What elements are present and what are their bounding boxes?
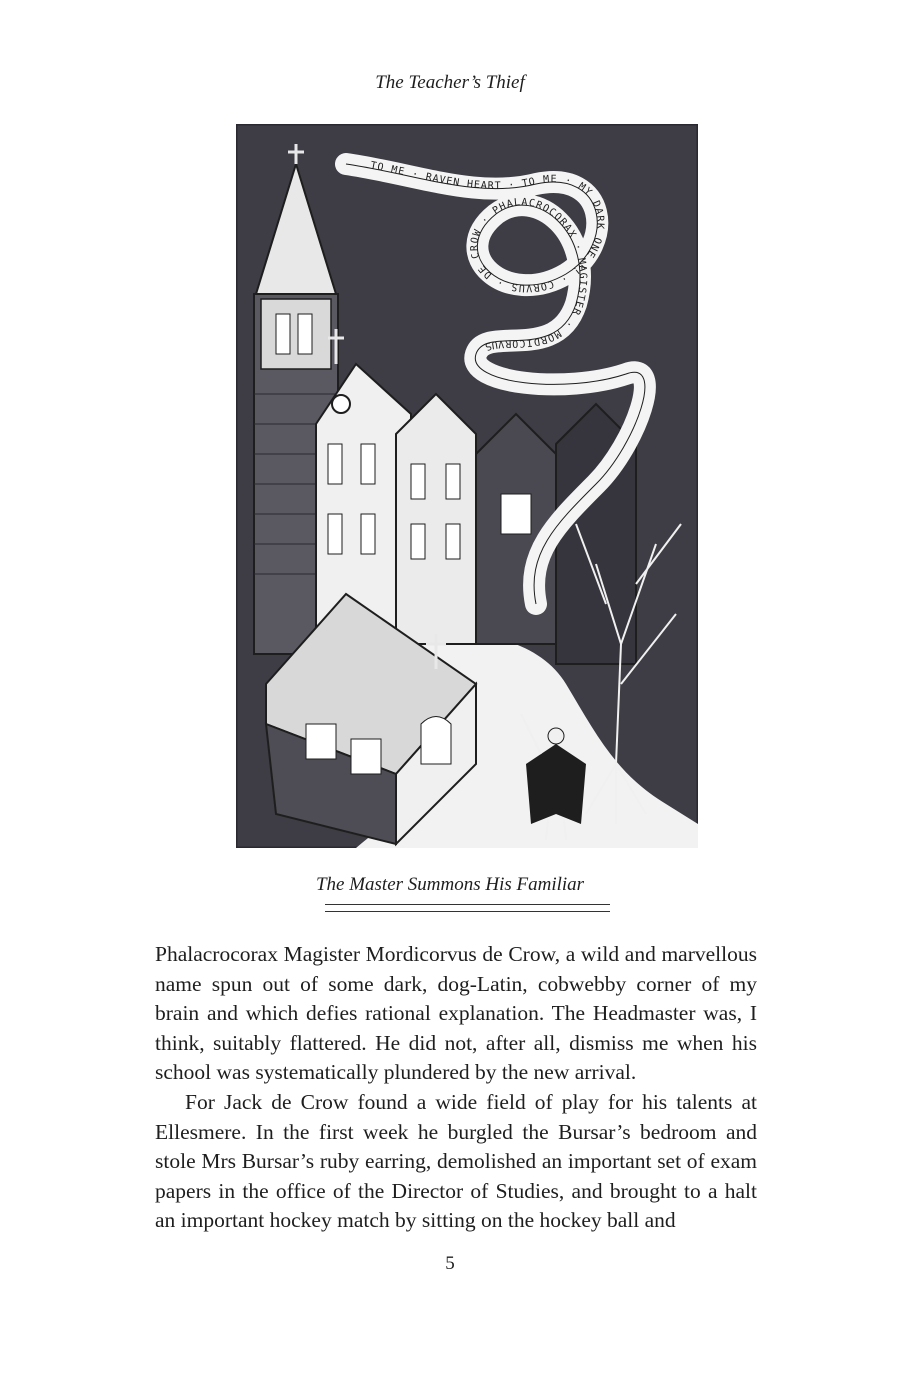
body-text — [155, 940, 757, 1236]
paragraph: For Jack de Crow found a wide field of play for his talents at Ellesmere. In the first week he burgled the Bursar’s bedroom and stole Mrs Bursar’s ruby earring, demolished an important set of exam papers in the office of the Director of Studies, and brought to a halt an important hockey match by sitting on the hockey ball and — [155, 1089, 757, 1233]
page-number: 5 — [445, 1253, 455, 1274]
caption-double-rule — [325, 904, 610, 912]
running-head: The Teacher’s Thief — [375, 72, 525, 93]
illustration-master-summons — [236, 124, 698, 848]
figure-caption: The Master Summons His Familiar — [315, 874, 585, 895]
banner-text: TO ME · RAVEN HEART · TO ME · MY DARK ONE !! · CORVUS · DE CROW · PHALACROCORAX · MAGISTER · MORDICORVUS — [369, 160, 606, 353]
paragraph: Phalacrocorax Magister Mordicorvus de Crow, a wild and marvellous name spun out of some dark, dog-Latin, cobwebby corner of my brain and which defies rational explanation. The Headmaster was, I think, suitably flattered. He did not, after all, dismiss me when his school was systematically plundered by the new arrival. — [155, 942, 757, 1085]
